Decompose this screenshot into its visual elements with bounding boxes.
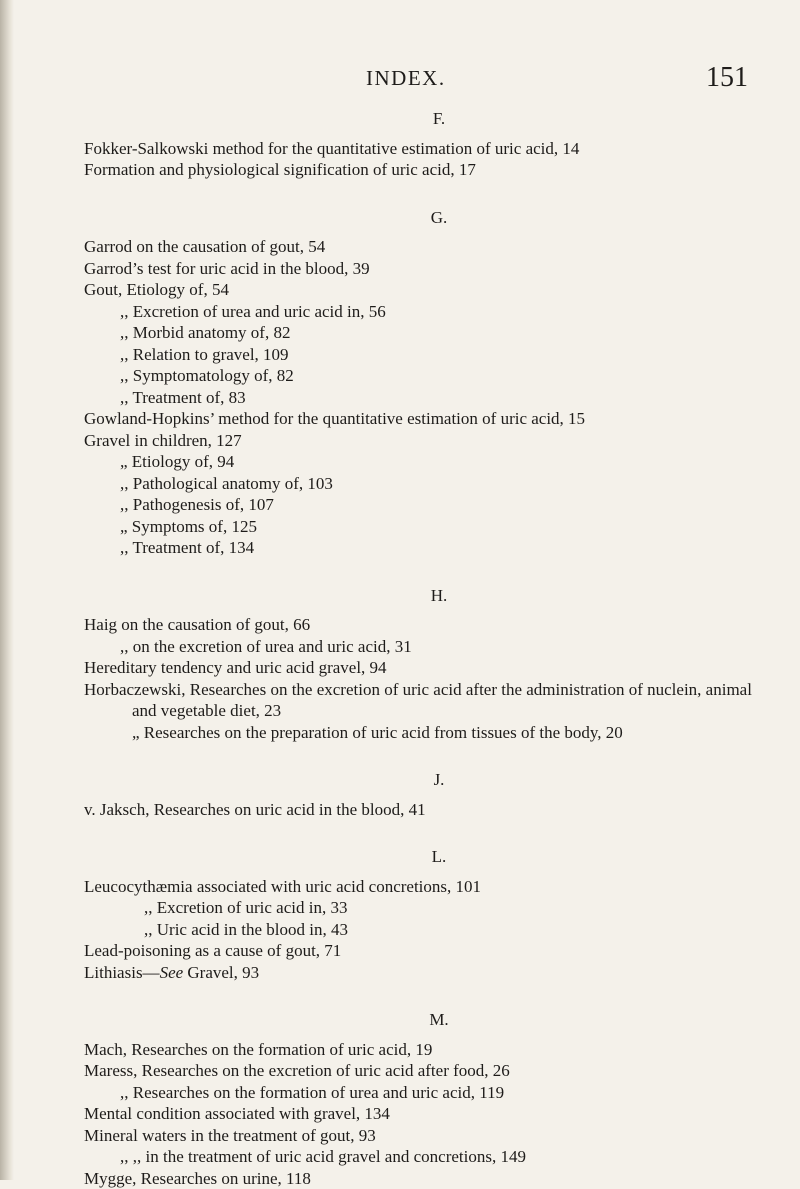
index-entry: Fokker-Salkowski method for the quantitative estimation of uric acid, 14 — [84, 138, 774, 160]
index-subentry: ,, Relation to gravel, 109 — [84, 344, 774, 366]
index-entry: Lead-poisoning as a cause of gout, 71 — [84, 940, 774, 962]
index-entry: Haig on the causation of gout, 66 — [84, 614, 774, 636]
section-letter-f: F. — [84, 108, 774, 130]
index-entry: v. Jaksch, Researches on uric acid in the blood, 41 — [84, 799, 774, 821]
index-subentry: ,, Pathological anatomy of, 103 — [84, 473, 774, 495]
running-head: INDEX. — [366, 66, 446, 91]
index-subentry: „ Etiology of, 94 — [84, 451, 774, 473]
index-subentry: ,, Excretion of uric acid in, 33 — [84, 897, 774, 919]
index-entry: Mineral waters in the treatment of gout, 93 — [84, 1125, 774, 1147]
index-subentry: ,, Researches on the formation of urea and uric acid, 119 — [84, 1082, 774, 1104]
page-spine-shadow — [0, 0, 14, 1180]
index-entry: Mach, Researches on the formation of uric acid, 19 — [84, 1039, 774, 1061]
index-entry: Garrod’s test for uric acid in the blood, 39 — [84, 258, 774, 280]
index-subentry: ,, Excretion of urea and uric acid in, 56 — [84, 301, 774, 323]
index-entry — [84, 962, 774, 984]
index-subentry: ,, ,, in the treatment of uric acid gravel and concretions, 149 — [84, 1146, 774, 1168]
section-letter-l: L. — [84, 846, 774, 868]
index-content — [84, 108, 774, 1189]
index-entry: Garrod on the causation of gout, 54 — [84, 236, 774, 258]
section-letter-h: H. — [84, 585, 774, 607]
index-subentry: „ Symptoms of, 125 — [84, 516, 774, 538]
index-subentry: ,, Uric acid in the blood in, 43 — [84, 919, 774, 941]
index-subentry: ,, Morbid anatomy of, 82 — [84, 322, 774, 344]
index-subentry: ,, Treatment of, 134 — [84, 537, 774, 559]
index-subentry: ,, on the excretion of urea and uric acid, 31 — [84, 636, 774, 658]
index-subentry: ,, Pathogenesis of, 107 — [84, 494, 774, 516]
page-header — [0, 66, 800, 100]
index-entry: Leucocythæmia associated with uric acid concretions, 101 — [84, 876, 774, 898]
see-reference: See — [160, 963, 184, 982]
index-entry: Maress, Researches on the excretion of uric acid after food, 26 — [84, 1060, 774, 1082]
index-entry: Formation and physiological signification of uric acid, 17 — [84, 159, 774, 181]
index-subentry: „ Researches on the preparation of uric acid from tissues of the body, 20 — [84, 722, 774, 744]
section-letter-j: J. — [84, 769, 774, 791]
index-entry: Hereditary tendency and uric acid gravel, 94 — [84, 657, 774, 679]
index-entry: Mental condition associated with gravel, 134 — [84, 1103, 774, 1125]
index-subentry: ,, Treatment of, 83 — [84, 387, 774, 409]
section-letter-m: M. — [84, 1009, 774, 1031]
index-entry: Gravel in children, 127 — [84, 430, 774, 452]
section-letter-g: G. — [84, 207, 774, 229]
index-entry: Gout, Etiology of, 54 — [84, 279, 774, 301]
index-subentry: ,, Symptomatology of, 82 — [84, 365, 774, 387]
entry-text: Gravel, 93 — [183, 963, 259, 982]
index-entry: Horbaczewski, Researches on the excretion of uric acid after the administration of nuclein, animal and vegetable diet, 23 — [84, 679, 774, 722]
entry-text: Lithiasis— — [84, 963, 160, 982]
index-entry: Gowland-Hopkins’ method for the quantitative estimation of uric acid, 15 — [84, 408, 774, 430]
page-number: 151 — [706, 62, 748, 94]
index-entry: Mygge, Researches on urine, 118 — [84, 1168, 774, 1189]
